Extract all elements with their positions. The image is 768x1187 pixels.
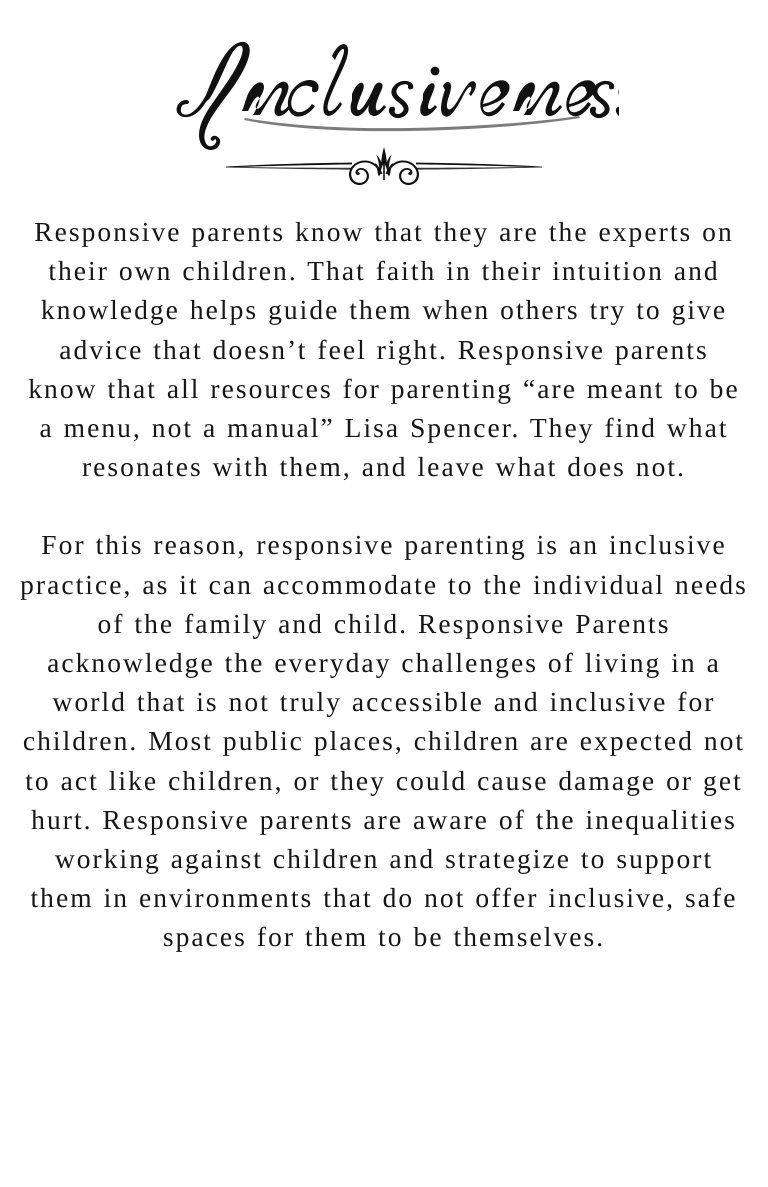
page-header [0,0,768,188]
paragraph-2: For this reason, responsive parenting is an inclusive practice, as it can accommodate to the individual needs of the family and child. Responsive Parents acknowledge the everyday challenges of living in a world that is not truly accessible and inclusive for children. Most public places, children are expected not to act like children, or they could cause damage or get hurt. Responsive parents are aware of the inequalities working against children and strategize to support them in environments that do not offer inclusive, safe spaces for them to be themselves. [20,529,748,953]
ornamental-flourish-divider [0,146,768,188]
article-body [20,212,748,957]
paragraph-1: Responsive parents know that they are the experts on their own children. That faith in their intuition and knowledge helps guide them when others try to give advice that doesn’t feel right. Responsive parents know that all resources for parenting “are meant to be a menu, not a manual” Lisa Spencer. They find what resonates with them, and leave what does not. [28,216,740,483]
title-script-lettering [149,34,619,150]
page-title [0,34,768,150]
flourish-divider-icon [224,147,544,187]
